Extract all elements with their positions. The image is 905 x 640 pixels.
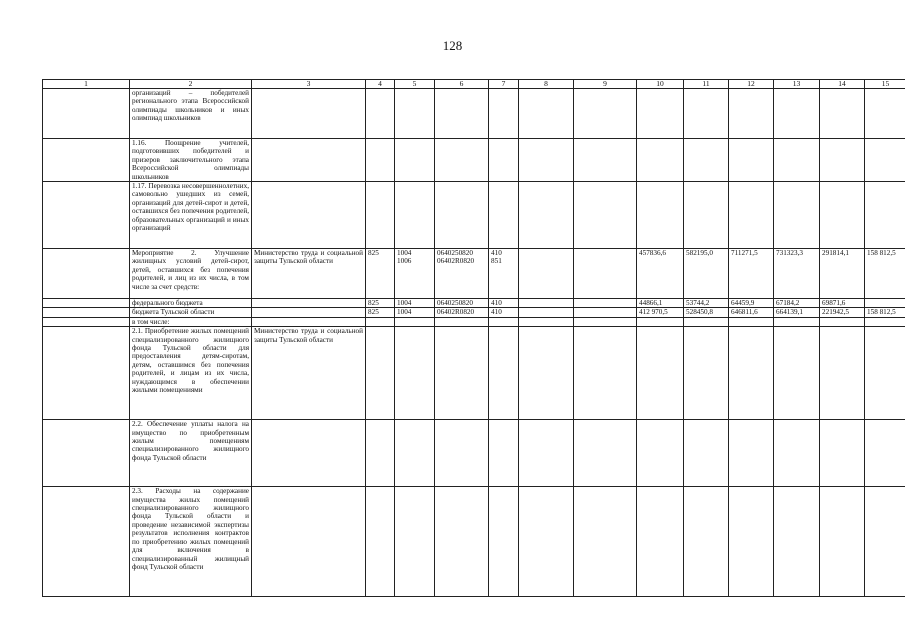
cell-c10: [637, 487, 684, 597]
cell-c15: [865, 420, 905, 487]
cell-empty: [519, 249, 574, 299]
cell-empty: [519, 89, 574, 139]
cell-empty: [574, 249, 637, 299]
cell-c5: 1004: [395, 308, 435, 317]
cell-description: бюджета Тульской области: [130, 308, 252, 317]
cell-c7: [489, 182, 519, 249]
cell-c10: [637, 327, 684, 420]
cell-program-number: [43, 89, 130, 139]
cell-c14: [820, 317, 865, 326]
cell-c7: [489, 420, 519, 487]
cell-c14: 221942,5: [820, 308, 865, 317]
cell-c5: [395, 420, 435, 487]
cell-c15: 158 812,5: [865, 308, 905, 317]
cell-program-number: [43, 299, 130, 308]
cell-executor: Министерство труда и социальной защиты Тульской области: [252, 249, 366, 299]
cell-c12: 711271,5: [729, 249, 774, 299]
cell-c5: [395, 327, 435, 420]
cell-c7: [489, 487, 519, 597]
cell-c6: [435, 487, 489, 597]
cell-c4: [366, 139, 395, 182]
cell-c5: [395, 89, 435, 139]
cell-description: организаций – победителей регионального этапа Всероссийской олимпиады школьников и иных олимпиад школьников: [130, 89, 252, 139]
cell-c6: [435, 89, 489, 139]
cell-c11: 53744,2: [684, 299, 729, 308]
cell-description: 1.17. Перевозка несовершеннолетних, самовольно ушедших из семей, организаций для детей-сирот и детей, оставшихся без попечения родителей, образовательных организаций и иных организаций: [130, 182, 252, 249]
cell-c12: 646811,6: [729, 308, 774, 317]
cell-c14: 69871,6: [820, 299, 865, 308]
column-header: 4: [366, 80, 395, 89]
cell-empty: [574, 420, 637, 487]
cell-c4: 825: [366, 308, 395, 317]
cell-c14: [820, 139, 865, 182]
cell-empty: [574, 182, 637, 249]
cell-c4: [366, 89, 395, 139]
cell-c4: [366, 327, 395, 420]
cell-c4: 825: [366, 299, 395, 308]
cell-c7: [489, 89, 519, 139]
cell-description: Мероприятие 2. Улучшение жилищных условий детей-сирот, детей, оставшихся без попечения родителей, и лиц из их числа, в том числе за счет средств:: [130, 249, 252, 299]
cell-c13: 731323,3: [774, 249, 820, 299]
cell-empty: [574, 89, 637, 139]
column-header: 2: [130, 80, 252, 89]
cell-program-number: [43, 487, 130, 597]
cell-empty: [574, 139, 637, 182]
cell-description: в том числе:: [130, 317, 252, 326]
cell-c14: 291814,1: [820, 249, 865, 299]
cell-c4: [366, 420, 395, 487]
column-header: 3: [252, 80, 366, 89]
table-row: [43, 420, 905, 487]
cell-empty: [519, 139, 574, 182]
cell-executor: [252, 139, 366, 182]
cell-empty: [574, 317, 637, 326]
cell-c14: [820, 487, 865, 597]
cell-c10: [637, 89, 684, 139]
column-header: 1: [43, 80, 130, 89]
cell-c6: [435, 420, 489, 487]
column-header: 14: [820, 80, 865, 89]
cell-c11: [684, 317, 729, 326]
cell-c10: [637, 420, 684, 487]
cell-empty: [574, 327, 637, 420]
table-row: [43, 139, 905, 182]
cell-empty: [519, 487, 574, 597]
table-row: [43, 308, 905, 317]
cell-c11: [684, 182, 729, 249]
cell-c14: [820, 420, 865, 487]
cell-empty: [519, 308, 574, 317]
cell-c5: 1004: [395, 299, 435, 308]
cell-c12: 64459,9: [729, 299, 774, 308]
cell-program-number: [43, 139, 130, 182]
cell-c11: [684, 487, 729, 597]
cell-c15: [865, 299, 905, 308]
cell-c13: [774, 327, 820, 420]
cell-description: 1.16. Поощрение учителей, подготовивших победителей и призеров заключительного этапа Всероссийской олимпиады школьников: [130, 139, 252, 182]
header-row: [43, 80, 905, 89]
cell-c10: 457836,6: [637, 249, 684, 299]
cell-program-number: [43, 308, 130, 317]
table-row: [43, 327, 905, 420]
cell-empty: [519, 327, 574, 420]
cell-c6: [435, 139, 489, 182]
cell-c13: [774, 89, 820, 139]
cell-c7: [489, 327, 519, 420]
cell-c15: 158 812,5: [865, 249, 905, 299]
cell-c6: [435, 182, 489, 249]
cell-c6: [435, 327, 489, 420]
cell-executor: [252, 89, 366, 139]
page-number: 128: [442, 38, 463, 53]
table-row: [43, 299, 905, 308]
cell-c4: 825: [366, 249, 395, 299]
cell-c14: [820, 89, 865, 139]
cell-c6: [435, 317, 489, 326]
cell-c5: [395, 182, 435, 249]
table-row: [43, 249, 905, 299]
cell-c15: [865, 139, 905, 182]
column-header: 13: [774, 80, 820, 89]
cell-executor: [252, 182, 366, 249]
table-row: [43, 182, 905, 249]
cell-c13: [774, 420, 820, 487]
cell-empty: [519, 299, 574, 308]
cell-c6: 0640250820 06402R0820: [435, 249, 489, 299]
cell-c11: 582195,0: [684, 249, 729, 299]
cell-c10: [637, 317, 684, 326]
cell-c12: [729, 139, 774, 182]
cell-c4: [366, 317, 395, 326]
cell-executor: [252, 420, 366, 487]
cell-program-number: [43, 182, 130, 249]
cell-c7: 410 851: [489, 249, 519, 299]
cell-empty: [519, 420, 574, 487]
cell-c12: [729, 420, 774, 487]
column-header: 10: [637, 80, 684, 89]
cell-c12: [729, 487, 774, 597]
cell-c5: [395, 317, 435, 326]
cell-executor: [252, 308, 366, 317]
cell-c12: [729, 89, 774, 139]
cell-c13: 67184,2: [774, 299, 820, 308]
cell-c13: 664139,1: [774, 308, 820, 317]
cell-executor: [252, 299, 366, 308]
cell-c4: [366, 487, 395, 597]
column-header: 15: [865, 80, 905, 89]
cell-program-number: [43, 327, 130, 420]
column-header: 12: [729, 80, 774, 89]
cell-c15: [865, 487, 905, 597]
cell-c13: [774, 139, 820, 182]
cell-empty: [574, 308, 637, 317]
cell-c13: [774, 487, 820, 597]
column-header: 9: [574, 80, 637, 89]
cell-c13: [774, 317, 820, 326]
cell-c5: [395, 487, 435, 597]
cell-program-number: [43, 317, 130, 326]
cell-c12: [729, 182, 774, 249]
cell-empty: [574, 487, 637, 597]
cell-c15: [865, 317, 905, 326]
cell-description: 2.2. Обеспечение уплаты налога на имущество по приобретенным жилым помещениям специализированного жилищного фонда Тульской области: [130, 420, 252, 487]
cell-c6: 06402R0820: [435, 308, 489, 317]
cell-program-number: [43, 249, 130, 299]
cell-c11: 528450,8: [684, 308, 729, 317]
cell-c10: [637, 182, 684, 249]
cell-c15: [865, 182, 905, 249]
cell-c7: [489, 317, 519, 326]
cell-description: 2.3. Расходы на содержание имущества жилых помещений специализированного жилищного фонда Тульской области и проведение независимой экспертизы результатов исполнения контрактов по приобретению жилых помещений для включения в специализированный жилищный фонд Тульской области: [130, 487, 252, 597]
budget-table: [42, 79, 905, 597]
column-header: 11: [684, 80, 729, 89]
table-row: [43, 487, 905, 597]
cell-description: федерального бюджета: [130, 299, 252, 308]
cell-c7: 410: [489, 299, 519, 308]
cell-c11: [684, 420, 729, 487]
cell-c12: [729, 327, 774, 420]
cell-c15: [865, 89, 905, 139]
cell-c7: [489, 139, 519, 182]
cell-empty: [574, 299, 637, 308]
cell-executor: [252, 317, 366, 326]
column-header: 8: [519, 80, 574, 89]
table-row: [43, 317, 905, 326]
cell-executor: Министерство труда и социальной защиты Тульской области: [252, 327, 366, 420]
table-row: [43, 89, 905, 139]
cell-c10: 412 970,5: [637, 308, 684, 317]
cell-c15: [865, 327, 905, 420]
cell-c11: [684, 139, 729, 182]
cell-c14: [820, 182, 865, 249]
cell-c10: [637, 139, 684, 182]
cell-executor: [252, 487, 366, 597]
cell-c4: [366, 182, 395, 249]
cell-description: 2.1. Приобретение жилых помещений специализированного жилищного фонда Тульской области для предоставления детям-сиротам, детям, оставшимся без попечения родителей, и лицам из их числа, нуждающимся в обеспечении жилыми помещениями: [130, 327, 252, 420]
cell-c12: [729, 317, 774, 326]
cell-c11: [684, 327, 729, 420]
column-header: 7: [489, 80, 519, 89]
column-header: 6: [435, 80, 489, 89]
cell-c13: [774, 182, 820, 249]
cell-empty: [519, 182, 574, 249]
column-header: 5: [395, 80, 435, 89]
cell-c5: 1004 1006: [395, 249, 435, 299]
cell-c5: [395, 139, 435, 182]
cell-program-number: [43, 420, 130, 487]
cell-empty: [519, 317, 574, 326]
cell-c11: [684, 89, 729, 139]
cell-c14: [820, 327, 865, 420]
cell-c10: 44866,1: [637, 299, 684, 308]
cell-c6: 0640250820: [435, 299, 489, 308]
cell-c7: 410: [489, 308, 519, 317]
